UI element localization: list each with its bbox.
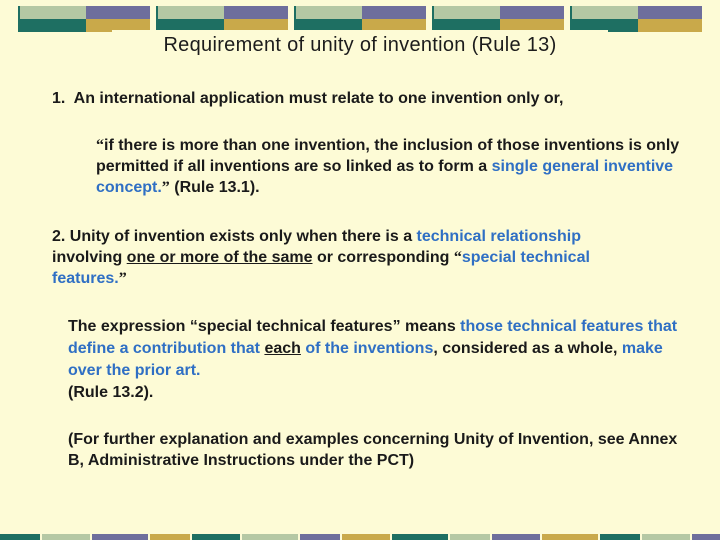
slide-title: Requirement of unity of invention (Rule 13) — [112, 30, 608, 60]
bottom-decorative-band — [0, 528, 720, 540]
item-2-text-c: or corresponding — [312, 249, 454, 266]
bottom-band-block — [0, 534, 40, 540]
top-band-block — [434, 6, 500, 19]
item-1-rule-ref: (Rule 13.1). — [169, 179, 260, 196]
open-quote: “ — [96, 137, 104, 154]
top-band-block — [638, 6, 702, 19]
bottom-band-block — [392, 534, 448, 540]
item-2-highlight-a: technical relationship — [416, 228, 582, 245]
bottom-band-block — [342, 534, 390, 540]
definition-paragraph — [68, 316, 688, 404]
definition-text-a: The expression “special technical features” means — [68, 318, 461, 335]
definition-rule-ref: (Rule 13.2). — [68, 384, 154, 401]
item-2-highlight-b: special technical features. — [52, 249, 590, 287]
top-band-block — [362, 6, 426, 19]
definition-highlight-a: those technical features that define a contribution that — [68, 318, 678, 357]
item-1-quote — [96, 135, 706, 198]
top-band-block — [296, 6, 362, 19]
item-2-text-b: involving — [52, 249, 127, 266]
top-band-edge — [18, 6, 20, 32]
bottom-band-block — [150, 534, 190, 540]
bottom-band-block — [642, 534, 690, 540]
top-band-edge — [432, 6, 434, 32]
bottom-band-block — [92, 534, 148, 540]
top-band-block — [500, 6, 564, 19]
bottom-band-block — [192, 534, 240, 540]
item-1-number: 1. — [52, 90, 66, 107]
top-band-block — [224, 6, 288, 19]
bottom-band-block — [242, 534, 298, 540]
bottom-band-block — [492, 534, 540, 540]
definition-highlight-c: make over the prior art. — [68, 340, 663, 379]
item-2-number: 2. — [52, 228, 66, 245]
bottom-band-block — [300, 534, 340, 540]
item-2-close-quote: ” — [118, 270, 127, 287]
item-1-quote-highlight: single general inventive concept. — [96, 158, 674, 196]
bottom-band-block — [450, 534, 490, 540]
item-2 — [52, 226, 652, 289]
definition-underlined: each — [264, 340, 301, 357]
item-2-text-a: Unity of invention exists only when there is a — [69, 228, 417, 245]
top-band-block — [572, 6, 638, 19]
item-1-lead — [52, 88, 692, 109]
top-band-block — [20, 19, 86, 32]
top-band-edge — [570, 6, 572, 32]
bottom-band-block — [42, 534, 90, 540]
top-decorative-band — [0, 0, 720, 34]
item-1-lead-text: An international application must relate to one invention only or, — [73, 90, 564, 107]
item-2-underlined: one or more of the same — [126, 249, 313, 266]
top-band-edge — [294, 6, 296, 32]
item-1-quote-text: if there is more than one invention, the inclusion of those inventions is only permitted if all inventions are so linked as to form a — [96, 137, 680, 175]
bottom-band-block — [542, 534, 598, 540]
definition-text-b: , considered as a whole, — [433, 340, 622, 357]
top-band-block — [638, 19, 702, 32]
close-quote: ” — [161, 179, 170, 196]
bottom-band-block — [600, 534, 640, 540]
top-band-block — [20, 6, 86, 19]
top-band-block — [158, 6, 224, 19]
annex-note: (For further explanation and examples concerning Unity of Invention, see Annex B, Administrative Instructions under the PCT) — [68, 431, 678, 469]
definition-highlight-b: of the inventions — [300, 340, 434, 357]
bottom-band-block — [692, 534, 720, 540]
top-band-block — [86, 6, 150, 19]
top-band-edge — [156, 6, 158, 32]
item-2-open-quote: “ — [453, 249, 462, 266]
